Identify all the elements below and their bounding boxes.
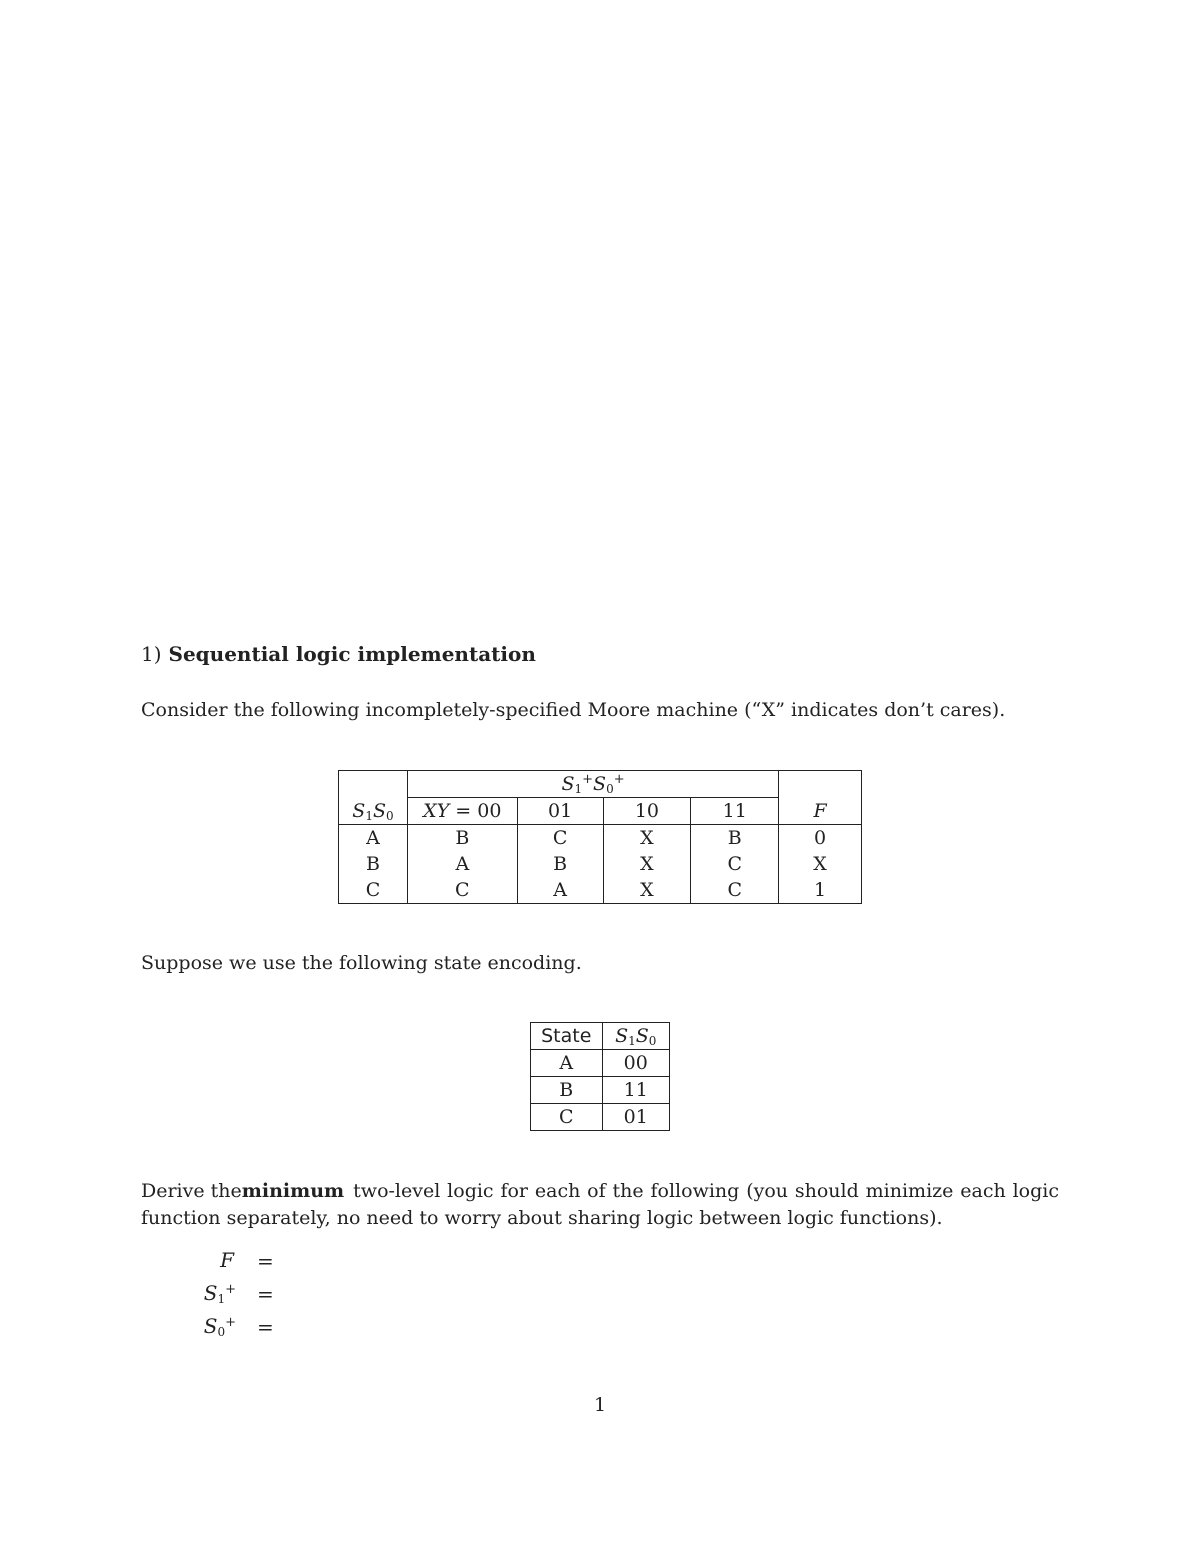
next-state-cell: A — [407, 851, 517, 877]
task-before: Derive the — [141, 1180, 242, 1202]
next-state-cell: C — [691, 877, 779, 904]
task-line-2: function separately, no need to worry about sharing logic between logic functions). — [141, 1207, 943, 1229]
next-state-cell: A — [517, 877, 603, 904]
next-state-cell: X — [603, 877, 691, 904]
equation-s1-label: $S_1^+$ — [203, 1281, 236, 1306]
task-paragraph — [141, 1178, 1059, 1232]
table-row — [531, 1077, 670, 1104]
section-number: 1) — [141, 642, 162, 666]
encoding-code-cell: 11 — [602, 1077, 669, 1104]
next-state-cell: C — [517, 825, 603, 852]
section-heading — [141, 642, 536, 666]
encoding-state-cell: B — [531, 1077, 603, 1104]
next-state-cell: B — [691, 825, 779, 852]
state-cell: C — [339, 877, 408, 904]
encoding-header-code: $S_1S_0$ — [602, 1023, 669, 1050]
input-header-11: 11 — [691, 798, 779, 825]
encoding-state-cell: A — [531, 1050, 603, 1077]
table-row — [531, 1104, 670, 1131]
input-header-xy-00: XY = 00 — [407, 798, 517, 825]
equation-s0-label: $S_0^+$ — [203, 1314, 236, 1339]
equation-f-label: F — [220, 1248, 234, 1272]
output-cell: 0 — [779, 825, 862, 852]
next-state-cell: C — [691, 851, 779, 877]
task-line-1 — [141, 1178, 1059, 1205]
next-state-cell: B — [517, 851, 603, 877]
next-state-cell: B — [407, 825, 517, 852]
encoding-paragraph: Suppose we use the following state encoding. — [141, 952, 582, 974]
next-state-header: $S_1^+S_0^+$ — [407, 771, 778, 798]
state-transition-table — [338, 770, 862, 904]
intro-paragraph: Consider the following incompletely-specified Moore machine (“X” indicates don’t cares). — [141, 699, 1006, 721]
table-row — [339, 825, 862, 852]
table-row — [339, 877, 862, 904]
encoding-header-state: State — [531, 1023, 603, 1050]
encoding-code-cell: 01 — [602, 1104, 669, 1131]
encoding-code-cell: 00 — [602, 1050, 669, 1077]
section-title: Sequential logic implementation — [168, 642, 536, 666]
corner-cell — [339, 771, 408, 798]
equation-s1-next — [150, 1281, 240, 1311]
next-state-cell: C — [407, 877, 517, 904]
output-cell: 1 — [779, 877, 862, 904]
output-header-spacer — [779, 771, 862, 798]
output-header: F — [779, 798, 862, 825]
next-state-cell: X — [603, 825, 691, 852]
page-number: 1 — [593, 1394, 607, 1416]
state-cell: A — [339, 825, 408, 852]
task-after: two-level logic for each of the following (you should minimize each logic — [353, 1180, 1059, 1202]
encoding-state-cell: C — [531, 1104, 603, 1131]
equation-s0-next — [150, 1314, 240, 1344]
equals-sign: = — [257, 1282, 274, 1306]
state-cell: B — [339, 851, 408, 877]
next-state-cell: X — [603, 851, 691, 877]
table-row — [531, 1050, 670, 1077]
state-encoding-table — [530, 1022, 670, 1131]
equals-sign: = — [257, 1249, 274, 1273]
table-row — [339, 851, 862, 877]
task-emphasis: minimum — [241, 1180, 345, 1202]
current-state-header: $S_1S_0$ — [339, 798, 408, 825]
output-cell: X — [779, 851, 862, 877]
input-header-01: 01 — [517, 798, 603, 825]
input-header-10: 10 — [603, 798, 691, 825]
equals-sign: = — [257, 1315, 274, 1339]
equation-f — [150, 1248, 240, 1278]
